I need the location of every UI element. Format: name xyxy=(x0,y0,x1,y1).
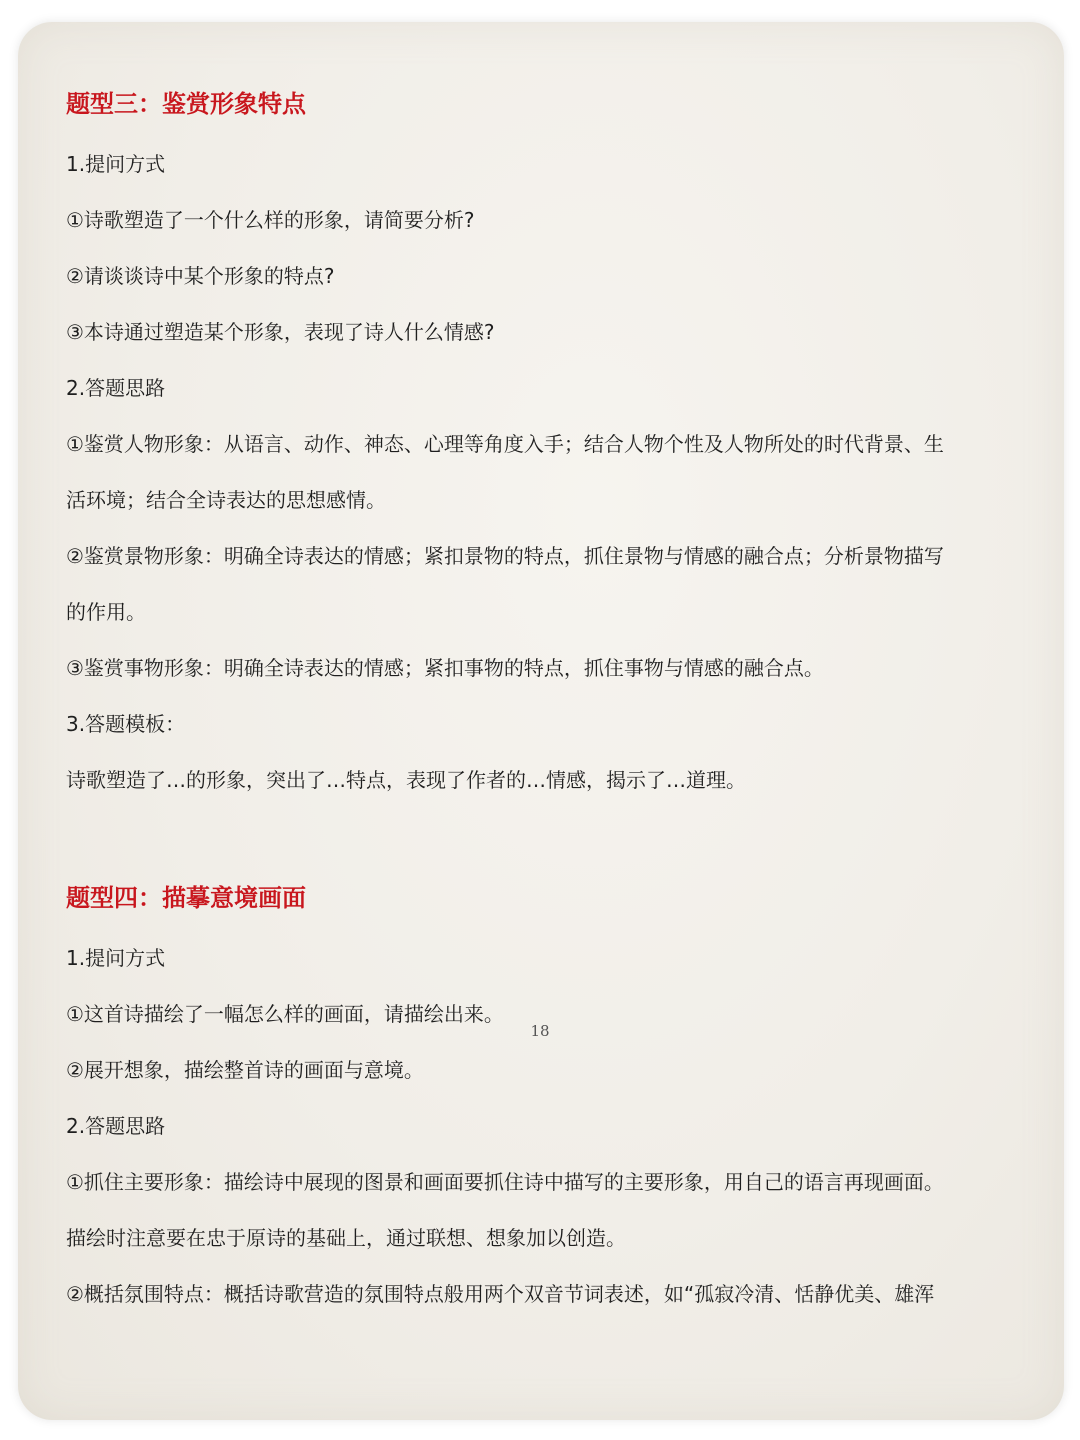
section-3-question-2: ②请谈谈诗中某个形象的特点? xyxy=(66,264,335,288)
section-4-question-2: ②展开想象，描绘整首诗的画面与意境。 xyxy=(66,1058,424,1082)
section-3-question-3: ③本诗通过塑造某个形象，表现了诗人什么情感? xyxy=(66,320,495,344)
section-4-idea-line-3: ②概括氛围特点：概括诗歌营造的氛围特点般用两个双音节词表述，如“孤寂冷清、恬静优美、雄浑 xyxy=(66,1282,935,1306)
section-3-template-heading: 3.答题模板： xyxy=(66,712,186,736)
page-number: 18 xyxy=(530,1022,550,1040)
section-4-idea-line-2: 描绘时注意要在忠于原诗的基础上，通过联想、想象加以创造。 xyxy=(66,1226,626,1250)
section-4-question-heading: 1.提问方式 xyxy=(66,946,166,970)
section-3-question-heading: 1.提问方式 xyxy=(66,152,166,176)
section-3-idea-line-4: 的作用。 xyxy=(66,600,146,624)
section-3-idea-line-2: 活环境；结合全诗表达的思想感情。 xyxy=(66,488,386,512)
section-3-template-text: 诗歌塑造了…的形象，突出了…特点，表现了作者的…情感，揭示了…道理。 xyxy=(66,768,746,792)
section-3-title: 题型三：鉴赏形象特点 xyxy=(66,90,306,118)
section-3-idea-line-1: ①鉴赏人物形象：从语言、动作、神态、心理等角度入手；结合人物个性及人物所处的时代背景、生 xyxy=(66,432,944,456)
section-4-title: 题型四：描摹意境画面 xyxy=(66,884,306,912)
section-4-idea-line-1: ①抓住主要形象：描绘诗中展现的图景和画面要抓住诗中描写的主要形象，用自己的语言再现画面。 xyxy=(66,1170,944,1194)
section-3-idea-line-3: ②鉴赏景物形象：明确全诗表达的情感；紧扣景物的特点，抓住景物与情感的融合点；分析景物描写 xyxy=(66,544,944,568)
section-3-idea-heading: 2.答题思路 xyxy=(66,376,166,400)
section-3-question-1: ①诗歌塑造了一个什么样的形象，请简要分析? xyxy=(66,208,475,232)
section-4-idea-heading: 2.答题思路 xyxy=(66,1114,166,1138)
section-4-question-1: ①这首诗描绘了一幅怎么样的画面，请描绘出来。 xyxy=(66,1002,504,1026)
section-3-idea-line-5: ③鉴赏事物形象：明确全诗表达的情感；紧扣事物的特点，抓住事物与情感的融合点。 xyxy=(66,656,824,680)
